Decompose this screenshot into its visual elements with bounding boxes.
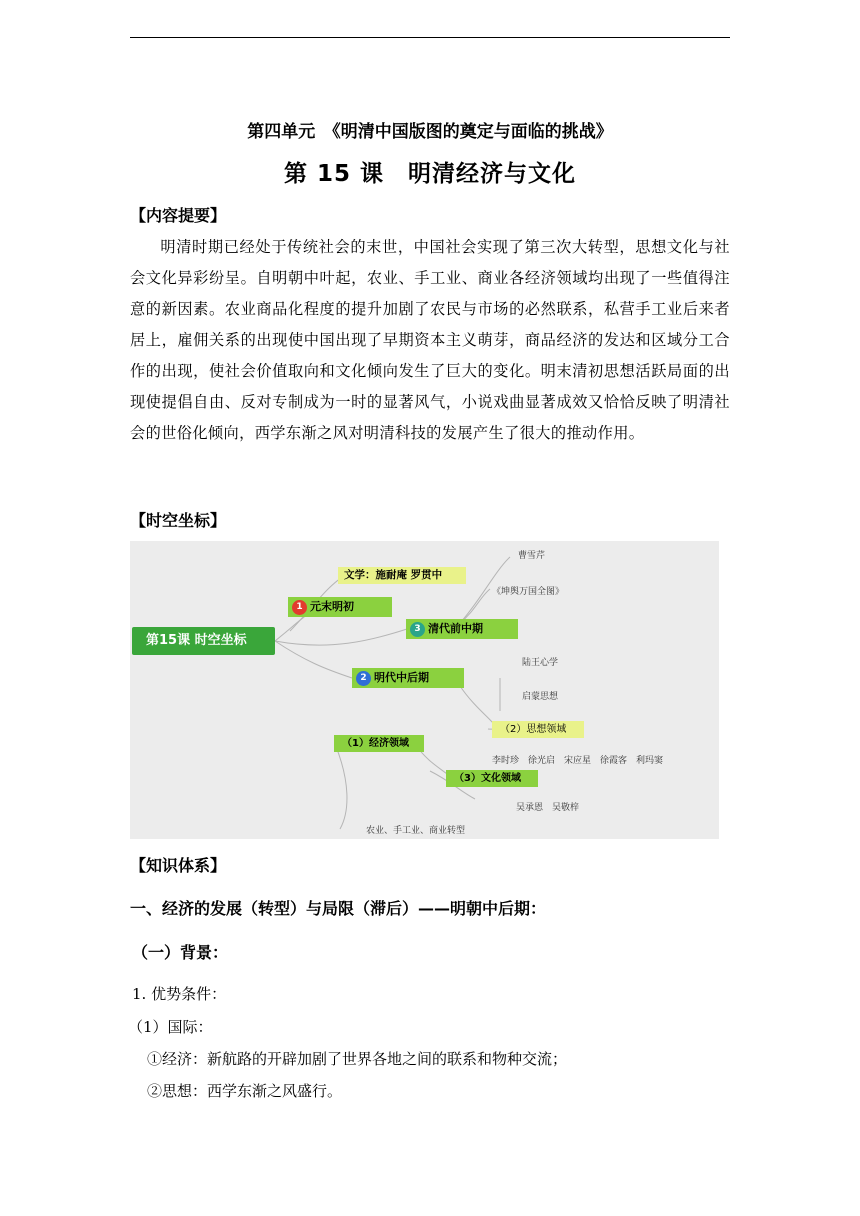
note-economy: 农业、手工业、商业转型 [366,826,466,836]
note-kunyu-map: 《坤舆万国全图》 [492,587,565,597]
item-thought: ②思想：西学东渐之风盛行。 [147,1082,343,1100]
culture-domain-node[interactable]: （3）文化领域 [446,770,538,787]
summary-text: 明清时期已经处于传统社会的末世，中国社会实现了第三次大转型，思想文化与社会文化异彩纷呈。自明朝中叶起，农业、手工业、商业各经济领域均出现了一些值得注意的新因素。农业商品化程度的提升加剧了农民与市场的必然联系，私营手工业后来者居上，雇佣关系的出现使中国出现了早期资本主义萌芽，商品经济的发达和区域分工合作的出现，使社会价值取向和文化倾向发生了巨大的变化。明末清初思想活跃局面的出现使提倡自由、反对专制成为一时的显著风气，小说戏曲显著成效又恰恰反映了明清社会的世俗化倾向，西学东渐之风对明清科技的发展产生了很大的推动作用。 [130,238,730,442]
item-advantages: 1. 优势条件： [132,985,227,1003]
note-writers: 吴承恩 吴敬梓 [516,803,580,813]
thought-domain-node[interactable]: （2）思想领域 [492,721,584,738]
economy-domain-node[interactable]: （1）经济领域 [334,735,424,752]
branch-label: 元末明初 [310,600,354,613]
root-node[interactable]: 第15课 时空坐标 [132,627,275,655]
note-caoxueqin: 曹雪芹 [518,551,546,561]
unit-title: 第四单元 《明清中国版图的奠定与面临的挑战》 [247,122,613,142]
summary-label: 【内容提要】 [130,206,227,225]
header-rule [130,37,730,38]
item-economy: ①经济：新航路的开辟加剧了世界各地之间的联系和物种交流； [147,1050,568,1068]
subsection-heading-background: （一）背景： [132,943,229,962]
note-qimeng: 启蒙思想 [522,692,559,702]
mind-map-connectors [130,541,719,839]
timeline-label: 【时空坐标】 [130,511,227,530]
knowledge-label: 【知识体系】 [130,856,227,875]
branch-label: 明代中后期 [374,671,429,684]
item-international: （1）国际： [128,1018,213,1036]
literature-node[interactable]: 文学：施耐庵 罗贯中 [338,567,466,584]
branch-qing[interactable] [406,619,518,639]
number-badge: 1 [292,600,307,615]
note-luwang: 陆王心学 [522,658,559,668]
branch-ming-late[interactable] [352,668,464,688]
branch-label: 清代前中期 [428,622,483,635]
note-scientists: 李时珍 徐光启 宋应星 徐霞客 利玛窦 [492,756,664,766]
number-badge: 2 [356,671,371,686]
lesson-title: 第 15 课 明清经济与文化 [283,161,577,187]
number-badge: 3 [410,622,425,637]
mind-map [130,541,719,839]
branch-yuan-ming[interactable] [288,597,392,617]
section-heading-1: 一、经济的发展（转型）与局限（滞后）——明朝中后期： [130,899,547,918]
